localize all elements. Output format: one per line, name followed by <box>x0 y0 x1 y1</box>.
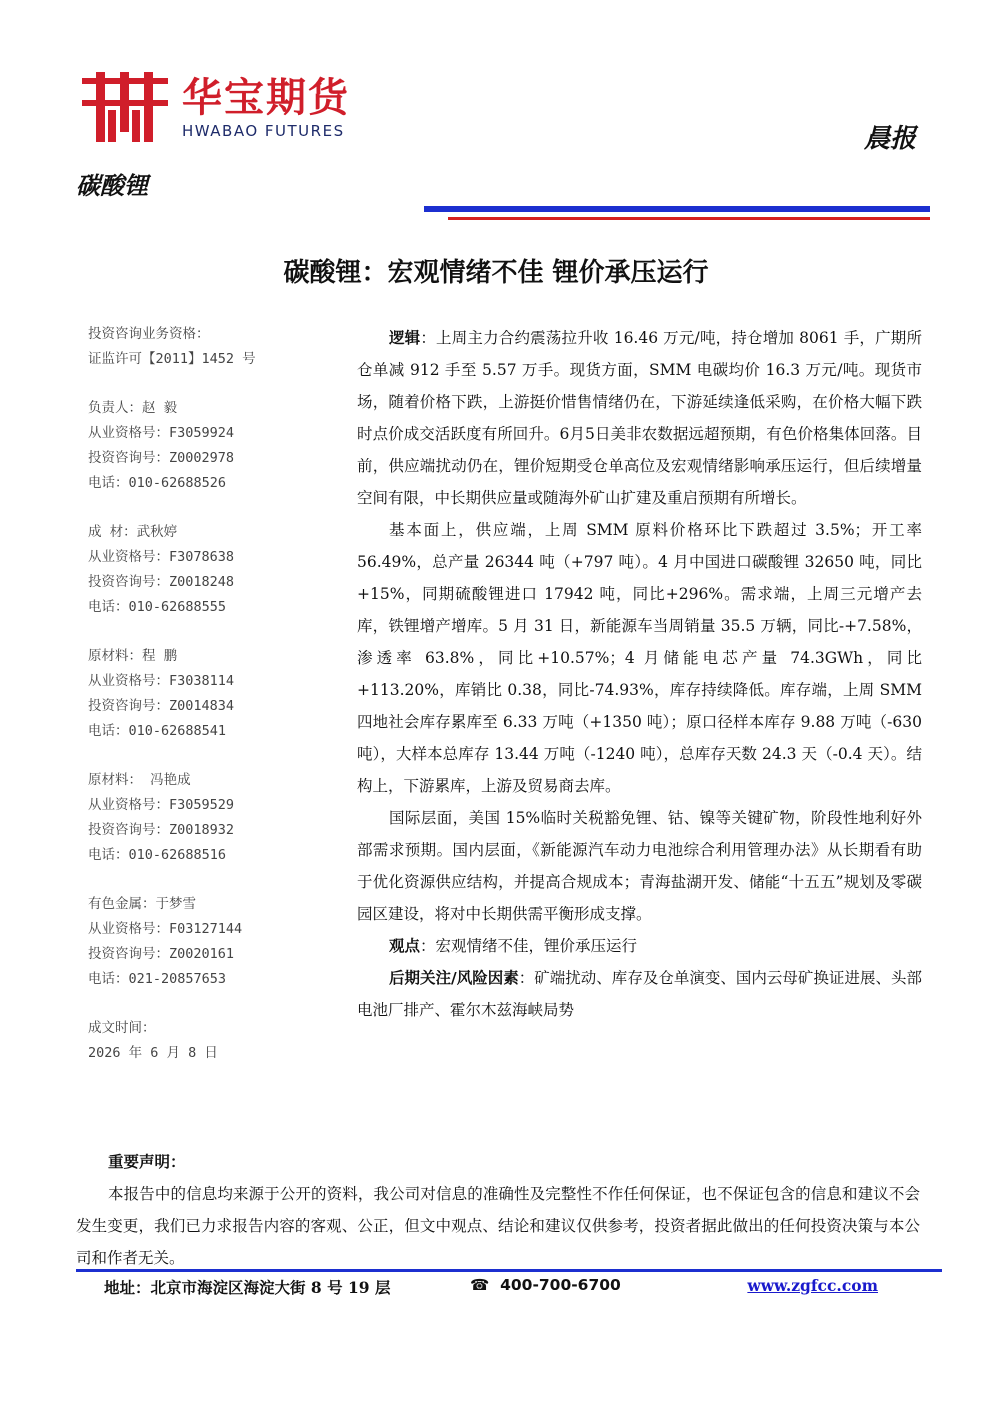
sidebar-line: 原材料： 冯艳成 <box>88 772 191 788</box>
sidebar-line: 从业资格号：F3059529 <box>88 797 235 813</box>
sidebar-line: 从业资格号：F3038114 <box>88 673 235 689</box>
sidebar-line: 投资咨询号：Z0002978 <box>88 450 235 466</box>
view-label: 观点 <box>389 937 421 955</box>
disclaimer-text: 本报告中的信息均来源于公开的资料，我公司对信息的准确性及完整性不作任何保证，也不保证包含的信息和建议不会发生变更，我们已力求报告内容的客观、公正，但文中观点、结论和建议仅供参考，投资者据此做出的任何投资决策与本公司和作者无关。 <box>76 1185 920 1267</box>
report-date: 2026 年 6 月 8 日 <box>88 1045 218 1061</box>
analyst-sidebar <box>88 322 318 1090</box>
report-type: 晨报 <box>863 124 916 154</box>
analyst-group <box>88 644 318 744</box>
footer-rule <box>76 1269 942 1272</box>
header-rule-blue <box>424 206 930 212</box>
sidebar-line: 电话：021-20857653 <box>88 971 227 987</box>
sidebar-line: 证监许可【2011】1452 号 <box>88 351 256 367</box>
analyst-group <box>88 768 318 868</box>
risk-paragraph <box>357 962 922 1026</box>
document-title: 碳酸锂：宏观情绪不佳 锂价承压运行 <box>283 258 709 288</box>
footer <box>104 1276 894 1302</box>
sidebar-line: 电话：010-62688541 <box>88 723 227 739</box>
category-label: 碳酸锂 <box>76 172 148 200</box>
footer-phone <box>470 1276 621 1294</box>
sidebar-line: 原材料：程 鹏 <box>88 648 178 664</box>
sidebar-line: 电话：010-62688516 <box>88 847 227 863</box>
sidebar-line: 负责人：赵 毅 <box>88 400 178 416</box>
disclaimer-heading: 重要声明： <box>108 1153 186 1171</box>
sidebar-line: 有色金属：于梦雪 <box>88 896 196 912</box>
sidebar-line: 投资咨询号：Z0018932 <box>88 822 235 838</box>
sidebar-line: 从业资格号：F03127144 <box>88 921 243 937</box>
qualification-group <box>88 322 318 372</box>
fundamentals-paragraph: 基本面上，供应端，上周 SMM 原料价格环比下跌超过 3.5%；开工率 56.49%，总产量 26344 吨（+797 吨）。4 月中国进口碳酸锂 32650 吨，同比+15%，同期硫酸锂进口 17942 吨，同比+296%。需求端，上周三元增产去库，铁锂增产增库。5 月 31 日，新能源车当周销量 35.5 万辆，同比-+7.58%，渗透率 63.8%，同比+10.57%；4 月储能电芯产量 74.3GWh，同比+113.20%，库销比 0.38，同比-74.93%，库存持续降低。库存端，上周 SMM 四地社会库存累库至 6.33 万吨（+1350 吨）；原口径样本库存 9.88 万吨（-630 吨），大样本总库存 13.44 万吨（-1240 吨），总库存天数 24.3 天（-0.4 天）。结构上，下游累库，上游及贸易商去库。 <box>357 521 922 795</box>
footer-address: 地址：北京市海淀区海淀大街 8 号 19 层 <box>104 1278 391 1297</box>
sidebar-line: 电话：010-62688555 <box>88 599 227 615</box>
sidebar-line: 成 材：武秋婷 <box>88 524 178 540</box>
sidebar-line: 电话：010-62688526 <box>88 475 227 491</box>
risk-label: 后期关注/风险因素 <box>389 969 519 987</box>
analyst-group <box>88 396 318 496</box>
view-paragraph <box>357 930 922 962</box>
logo-mark-icon <box>82 72 168 142</box>
sidebar-line: 投资咨询号：Z0014834 <box>88 698 235 714</box>
risk-text: ：矿端扰动、库存及仓单演变、国内云母矿换证进展、头部电池厂排产、霍尔木兹海峡局势 <box>357 969 922 1019</box>
company-logo <box>82 72 382 144</box>
sidebar-line: 投资咨询号：Z0020161 <box>88 946 235 962</box>
logic-paragraph <box>357 322 922 514</box>
logo-chinese-name: 华宝期货 <box>182 75 350 121</box>
logic-text: ：上周主力合约震荡拉升收 16.46 万元/吨，持仓增加 8061 手，广期所仓单减 912 手至 5.57 万手。现货方面，SMM 电碳均价 16.3 万元/吨。现货市场，随着价格下跌，上游挺价惜售情绪仍在，下游延续逢低采购，在价格大幅下跌时点价成交活跃度有所回升。6月5日美非农数据远超预期，有色价格集体回落。目前，供应端扰动仍在，锂价短期受仓单高位及宏观情绪影响承压运行，但后续增量空间有限，中长期供应量或随海外矿山扩建及重启预期有所增长。 <box>357 329 922 507</box>
report-body <box>357 322 922 1026</box>
sidebar-line: 从业资格号：F3059924 <box>88 425 235 441</box>
sidebar-line: 投资咨询业务资格： <box>88 326 210 342</box>
analyst-group <box>88 892 318 992</box>
header-rule-red <box>448 217 930 220</box>
policy-paragraph: 国际层面，美国 15%临时关税豁免锂、钴、镍等关键矿物，阶段性地利好外部需求预期。国内层面，《新能源汽车动力电池综合利用管理办法》从长期看有助于优化资源供应结构，并提高合规成本；青海盐湖开发、储能“十五五”规划及零碳园区建设，将对中长期供需平衡形成支撑。 <box>357 809 922 923</box>
logo-english-name: HWABAO FUTURES <box>182 122 345 140</box>
date-group <box>88 1016 318 1066</box>
view-text: ：宏观情绪不佳，锂价承压运行 <box>420 937 638 955</box>
telephone-icon: ☎ <box>470 1276 490 1294</box>
analyst-group <box>88 520 318 620</box>
logic-label: 逻辑 <box>389 329 421 347</box>
disclaimer <box>76 1146 920 1274</box>
sidebar-line: 从业资格号：F3078638 <box>88 549 235 565</box>
sidebar-line: 投资咨询号：Z0018248 <box>88 574 235 590</box>
sidebar-line: 成文时间： <box>88 1020 156 1036</box>
phone-number: 400-700-6700 <box>500 1276 621 1294</box>
website-link[interactable]: www.zgfcc.com <box>747 1276 878 1295</box>
